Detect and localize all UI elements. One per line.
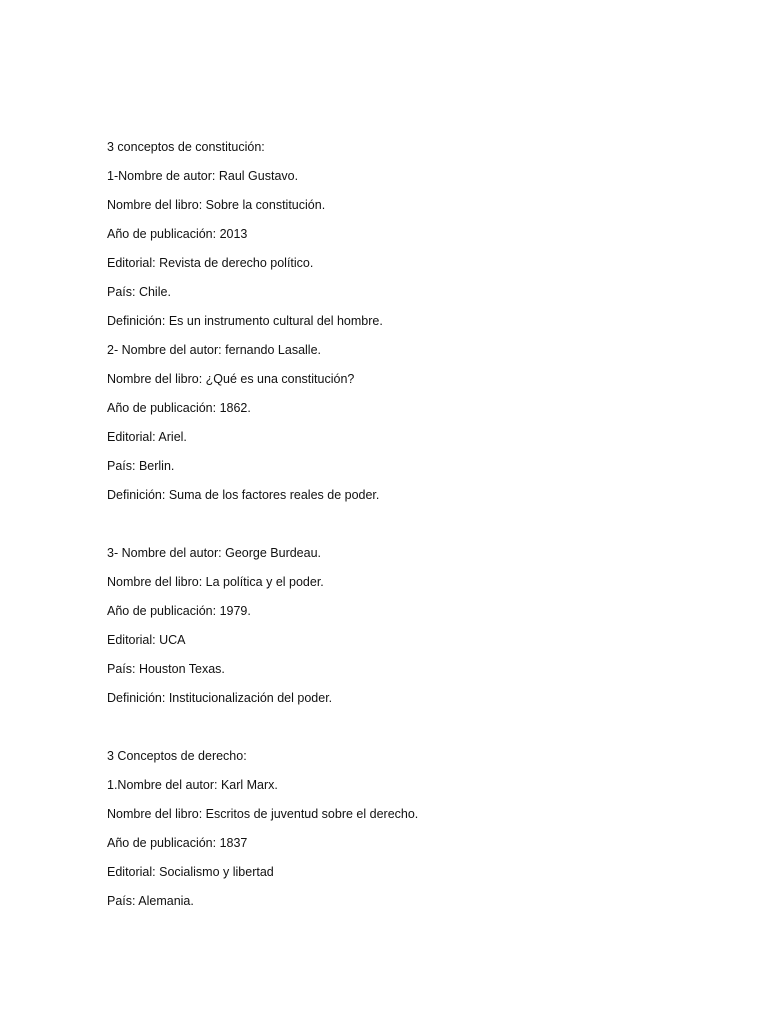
line-country-3: País: Houston Texas. bbox=[107, 662, 225, 676]
line-heading-constitucion: 3 conceptos de constitución: bbox=[107, 140, 265, 154]
line-author-1: 1-Nombre de autor: Raul Gustavo. bbox=[107, 169, 299, 183]
line-author-3: 3- Nombre del autor: George Burdeau. bbox=[107, 546, 322, 560]
line-book-4: Nombre del libro: Escritos de juventud sobre el derecho. bbox=[107, 807, 419, 821]
line-year-2: Año de publicación: 1862. bbox=[107, 401, 251, 415]
line-author-4: 1.Nombre del autor: Karl Marx. bbox=[107, 778, 278, 792]
line-publisher-4: Editorial: Socialismo y libertad bbox=[107, 865, 274, 879]
blank-line bbox=[107, 717, 727, 746]
line-book-1: Nombre del libro: Sobre la constitución. bbox=[107, 198, 326, 212]
blank-line bbox=[107, 514, 727, 543]
line-author-2: 2- Nombre del autor: fernando Lasalle. bbox=[107, 343, 322, 357]
line-year-3: Año de publicación: 1979. bbox=[107, 604, 251, 618]
line-year-4: Año de publicación: 1837 bbox=[107, 836, 248, 850]
line-publisher-1: Editorial: Revista de derecho político. bbox=[107, 256, 314, 270]
line-publisher-3: Editorial: UCA bbox=[107, 633, 186, 647]
line-country-1: País: Chile. bbox=[107, 285, 171, 299]
line-book-2: Nombre del libro: ¿Qué es una constitución? bbox=[107, 372, 355, 386]
line-country-4: País: Alemania. bbox=[107, 894, 194, 908]
line-heading-derecho: 3 Conceptos de derecho: bbox=[107, 749, 247, 763]
line-year-1: Año de publicación: 2013 bbox=[107, 227, 248, 241]
line-book-3: Nombre del libro: La política y el poder. bbox=[107, 575, 324, 589]
line-publisher-2: Editorial: Ariel. bbox=[107, 430, 187, 444]
line-definition-1: Definición: Es un instrumento cultural del hombre. bbox=[107, 314, 383, 328]
line-definition-2: Definición: Suma de los factores reales de poder. bbox=[107, 488, 380, 502]
line-country-2: País: Berlin. bbox=[107, 459, 175, 473]
document-text bbox=[107, 137, 727, 920]
line-definition-3: Definición: Institucionalización del poder. bbox=[107, 691, 333, 705]
